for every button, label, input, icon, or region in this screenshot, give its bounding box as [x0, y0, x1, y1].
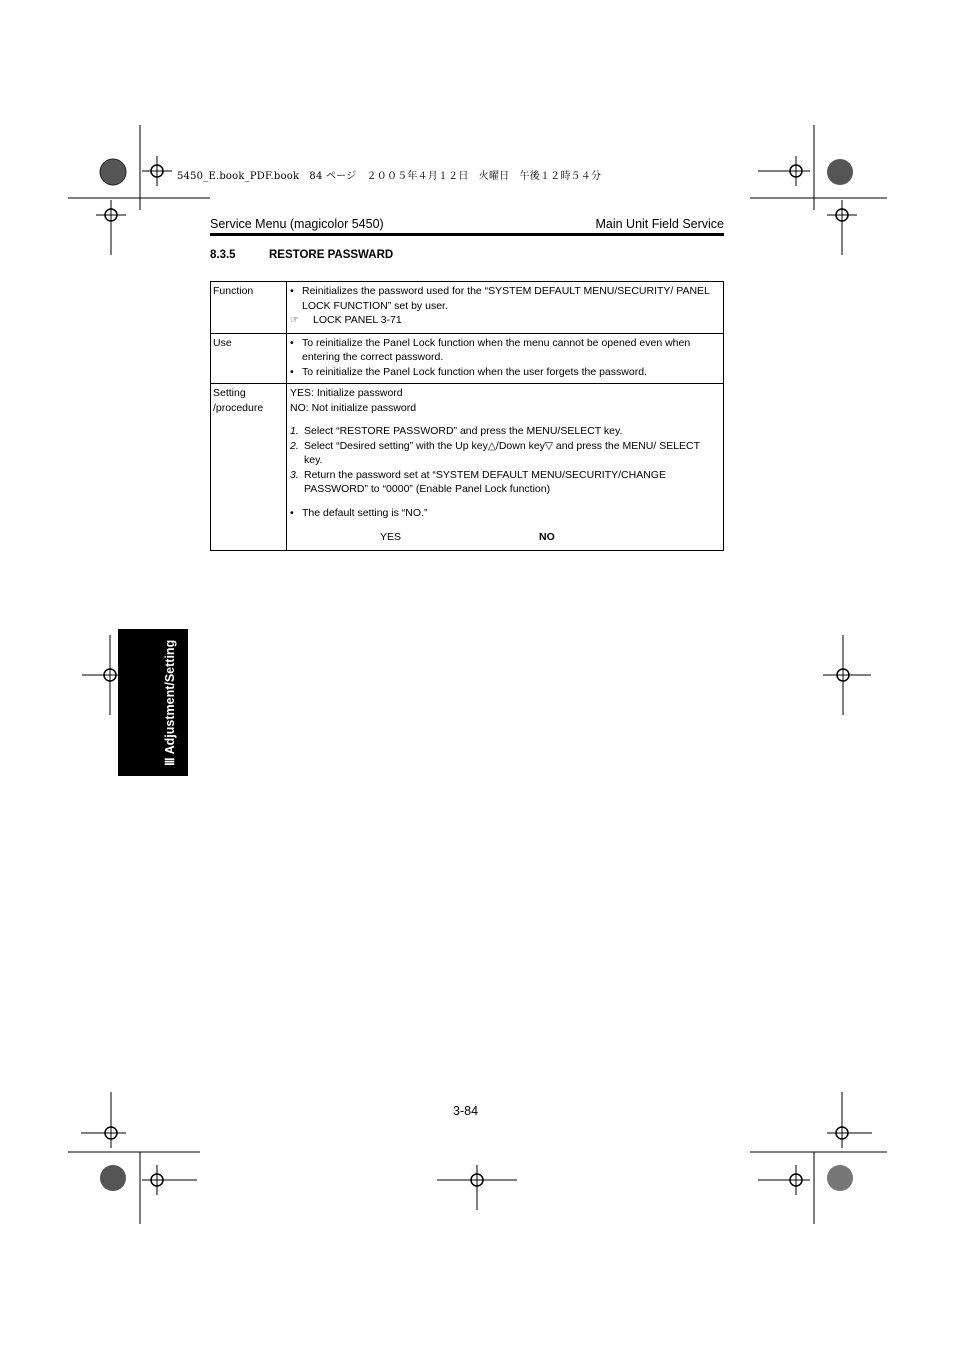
chapter-side-tab: [118, 629, 188, 776]
row-content-function: [287, 282, 724, 334]
choice-yes: YES: [380, 531, 402, 543]
crop-mark-top-right: [750, 120, 900, 260]
row-label-function: Function: [211, 282, 287, 334]
setting-label-line1: Setting: [213, 387, 246, 399]
row-content-setting: [287, 384, 724, 551]
page-number: 3-84: [453, 1104, 479, 1118]
yes-description: YES: Initialize password: [290, 387, 403, 399]
table-row-function: [211, 282, 724, 334]
crop-mark-mid-right: [823, 635, 873, 715]
header-left-title: Service Menu (magicolor 5450): [210, 217, 384, 231]
no-description: NO: Not initialize password: [290, 401, 417, 414]
step-number: 2.: [290, 439, 299, 452]
procedure-step: [290, 439, 719, 468]
crop-mark-bottom-center: [437, 1165, 517, 1215]
section-title: RESTORE PASSWARD: [269, 249, 394, 261]
row-content-use: [287, 333, 724, 384]
procedure-step: [290, 468, 719, 497]
function-bullet: • Reinitializes the password used for the “SYSTEM DEFAULT MENU/SECURITY/ PANEL LOCK FUNCTION” set by user.: [290, 284, 719, 313]
default-setting-note: • The default setting is “NO.”: [290, 506, 719, 521]
setting-label-line2: /procedure: [213, 401, 264, 414]
hand-pointer-icon: ☞: [290, 315, 299, 326]
print-info-line: 5450_E.book_PDF.book 84 ページ ２００５年４月１２日 火曜日 午後１２時５４分: [177, 171, 602, 182]
chapter-tab-label: Ⅲ Adjustment/Setting: [163, 639, 177, 766]
header-right-title: Main Unit Field Service: [595, 217, 724, 231]
step-text: Select “Desired setting” with the Up key△/Down key▽ and press the MENU/ SELECT key.: [304, 439, 700, 466]
section-heading: [210, 249, 393, 261]
spec-table: [210, 281, 724, 551]
table-row-setting: [211, 384, 724, 551]
step-text: Select “RESTORE PASSWORD” and press the MENU/SELECT key.: [304, 425, 623, 437]
function-reference: [290, 313, 719, 329]
row-label-use: Use: [211, 333, 287, 384]
use-bullet: • To reinitialize the Panel Lock function when the menu cannot be opened even when entering the correct password.: [290, 336, 719, 365]
choice-no-default: NO: [539, 531, 555, 543]
setting-choices: [290, 528, 719, 546]
use-bullet: • To reinitialize the Panel Lock function when the user forgets the password.: [290, 365, 719, 380]
step-text: Return the password set at “SYSTEM DEFAULT MENU/SECURITY/CHANGE PASSWORD” to “0000” (Enable Panel Lock function): [304, 468, 666, 495]
header-rule: [210, 233, 724, 236]
table-row-use: [211, 333, 724, 384]
row-label-setting: [211, 384, 287, 551]
step-number: 3.: [290, 468, 299, 481]
reference-link-text: LOCK PANEL 3-71: [313, 314, 402, 326]
procedure-step: [290, 424, 719, 439]
crop-mark-bottom-right: [750, 1092, 900, 1232]
crop-mark-top-left: [60, 120, 210, 260]
section-number: 8.3.5: [210, 249, 236, 261]
crop-mark-bottom-left: [60, 1092, 210, 1232]
step-number: 1.: [290, 425, 299, 437]
